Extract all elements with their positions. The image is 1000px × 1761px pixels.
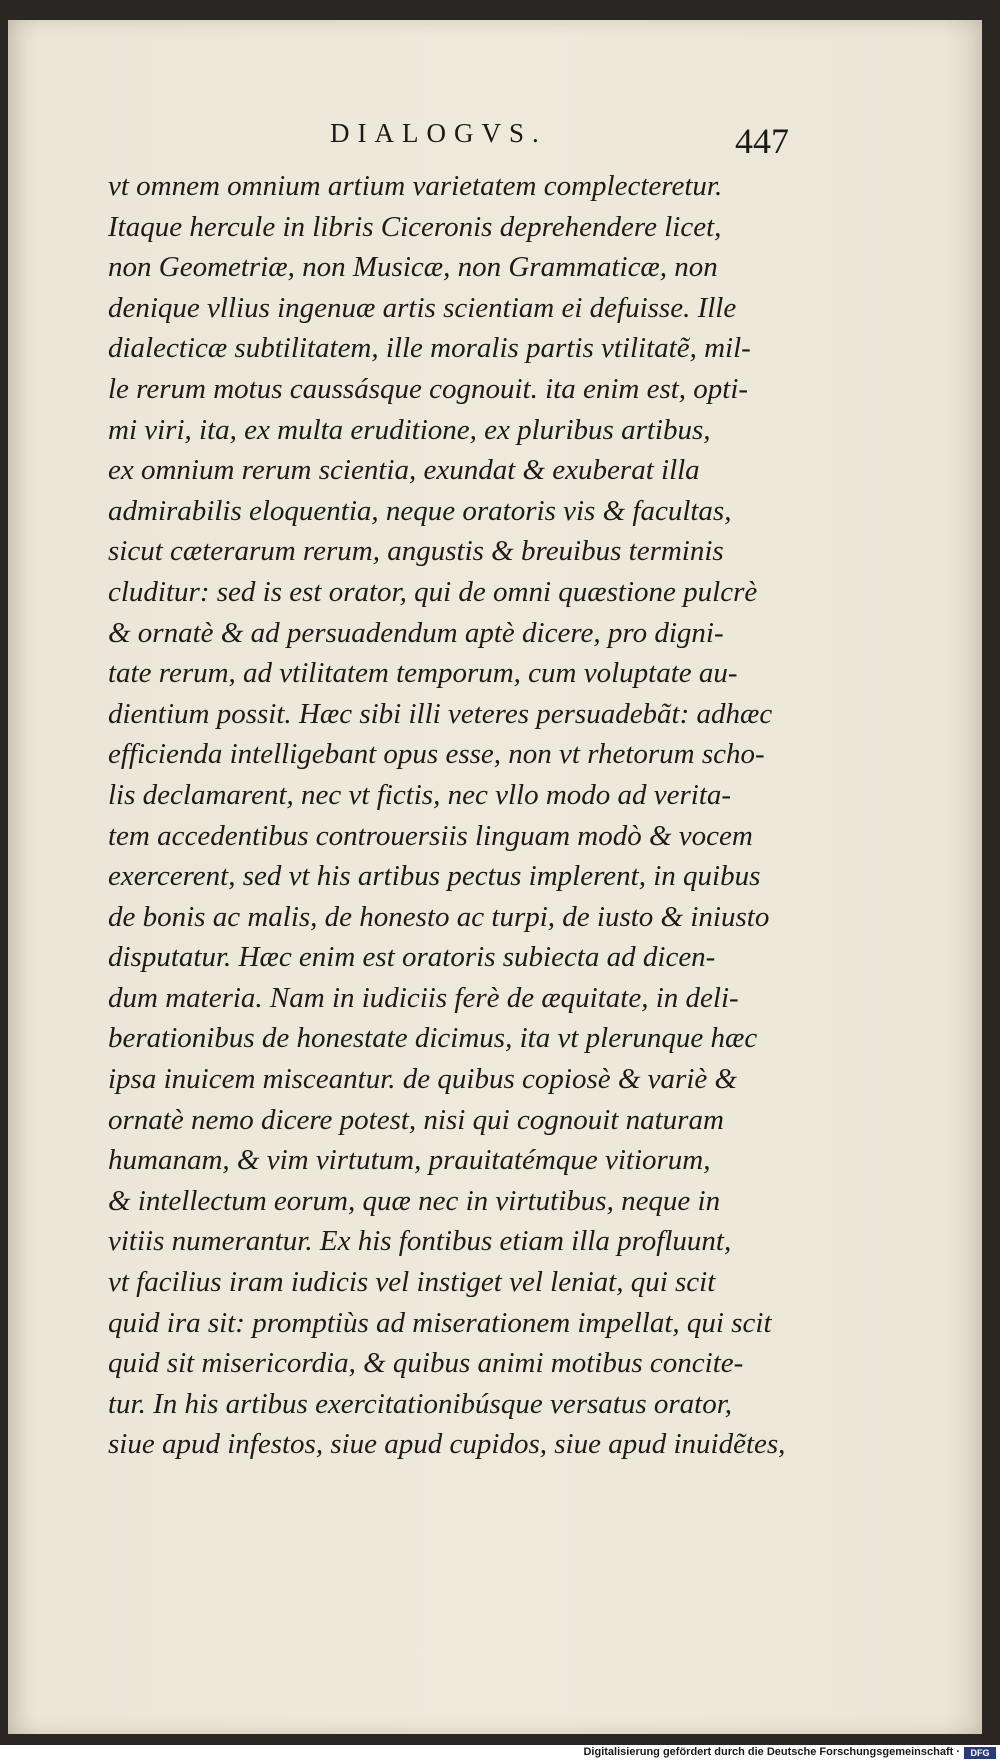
text-line: berationibus de honestate dicimus, ita vt plerunque hæc (108, 1022, 758, 1055)
text-line: le rerum motus caussásque cognouit. ita enim est, opti- (108, 372, 749, 405)
book-page (8, 20, 982, 1734)
text-line: humanam, & vim virtutum, prauitatémque vitiorum, (108, 1144, 711, 1177)
page-number: 447 (735, 121, 789, 161)
text-line: de bonis ac malis, de honesto ac turpi, de iusto & iniusto (108, 900, 770, 933)
text-line: quid ira sit: promptiùs ad miserationem impellat, qui scit (108, 1306, 772, 1339)
text-line: tate rerum, ad vtilitatem temporum, cum voluptate au- (108, 657, 738, 690)
text-line: ornatè nemo dicere potest, nisi qui cognouit naturam (108, 1103, 724, 1136)
text-line: non Geometriæ, non Musicæ, non Grammaticæ, non (108, 251, 718, 284)
text-line: tem accedentibus controuersiis linguam modò & vocem (108, 819, 753, 852)
text-line: disputatur. Hæc enim est oratoris subiecta ad dicen- (108, 941, 716, 974)
text-line: & ornatè & ad persuadendum aptè dicere, pro digni- (108, 616, 724, 649)
text-line: efficienda intelligebant opus esse, non vt rhetorum scho- (108, 738, 765, 771)
dfg-logo-icon: DFG (964, 1747, 996, 1759)
text-line: quid sit misericordia, & quibus animi motibus concite- (108, 1347, 744, 1380)
text-line: exercerent, sed vt his artibus pectus implerent, in quibus (108, 860, 761, 893)
text-line: siue apud infestos, siue apud cupidos, siue apud inuidẽtes, (108, 1428, 786, 1461)
text-line: sicut cæterarum rerum, angustis & breuibus terminis (108, 535, 724, 568)
page-header (8, 90, 982, 161)
text-line: mi viri, ita, ex multa eruditione, ex pluribus artibus, (108, 413, 711, 446)
text-line: dum materia. Nam in iudiciis ferè de æquitate, in deli- (108, 981, 739, 1014)
text-line: admirabilis eloquentia, neque oratoris vis & facultas, (108, 494, 732, 527)
text-line: vitiis numerantur. Ex his fontibus etiam illa profluunt, (108, 1225, 732, 1258)
funding-credit: Digitalisierung gefördert durch die Deutsche Forschungsgemeinschaft · (583, 1746, 960, 1758)
body-text (108, 166, 828, 1465)
text-line: & intellectum eorum, quæ nec in virtutibus, neque in (108, 1184, 721, 1217)
text-line: denique vllius ingenuæ artis scientiam ei defuisse. Ille (108, 291, 737, 324)
text-line: tur. In his artibus exercitationibúsque versatus orator, (108, 1387, 733, 1420)
text-line: vt omnem omnium artium varietatem complecteretur. (108, 170, 723, 202)
text-line: cluditur: sed is est orator, qui de omni quæstione pulcrè (108, 575, 758, 608)
text-line: ipsa inuicem misceantur. de quibus copiosè & variè & (108, 1063, 738, 1096)
digitization-footer (0, 1745, 1000, 1761)
text-line: ex omnium rerum scientia, exundat & exuberat illa (108, 454, 700, 487)
running-head: DIALOGVS. (330, 118, 547, 148)
text-line: lis declamarent, nec vt fictis, nec vllo modo ad verita- (108, 778, 732, 811)
text-line: dientium possit. Hæc sibi illi veteres persuadebãt: adhæc (108, 697, 773, 730)
text-line: vt facilius iram iudicis vel instiget vel leniat, qui scit (108, 1266, 716, 1299)
text-line: Itaque hercule in libris Ciceronis deprehendere licet, (108, 210, 722, 243)
text-line: dialecticæ subtilitatem, ille moralis partis vtilitatẽ, mil- (108, 332, 751, 365)
